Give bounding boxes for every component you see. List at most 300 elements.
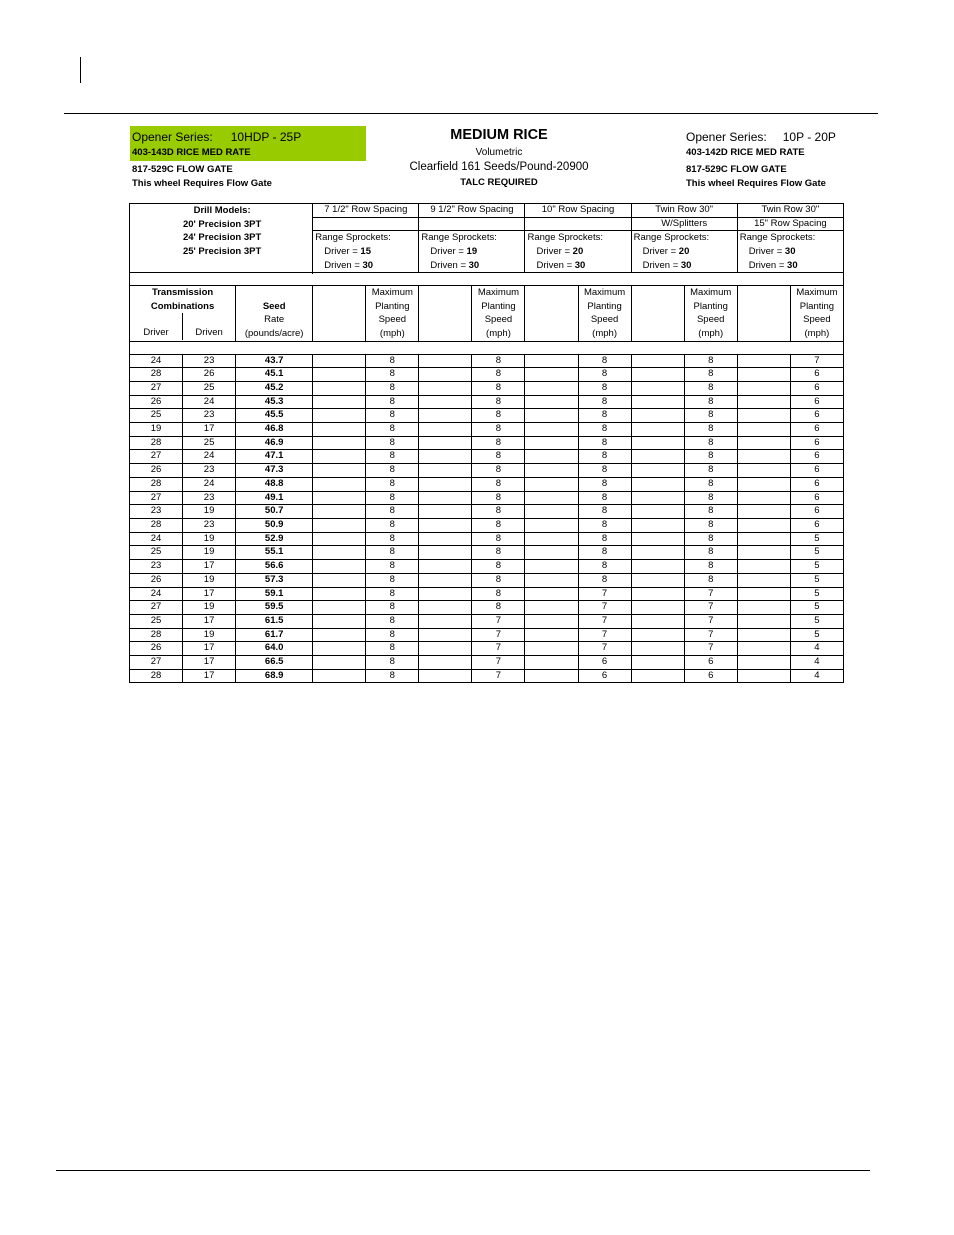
driver-cell: 28 — [130, 628, 183, 642]
driven-cell: 24 — [183, 450, 236, 464]
driven-cell: 26 — [183, 368, 236, 382]
blank-cell — [631, 491, 684, 505]
blank-cell — [737, 477, 790, 491]
blank-cell — [525, 368, 578, 382]
max-speed-cell: 8 — [684, 491, 737, 505]
max-speed-cell: 8 — [684, 560, 737, 574]
max-speed-cell: 8 — [366, 519, 419, 533]
max-speed-header — [472, 286, 525, 341]
table-row — [130, 601, 844, 615]
drill-models-title: Drill Models: — [193, 205, 251, 216]
blank-cell — [313, 477, 366, 491]
max-speed-cell: 6 — [790, 381, 843, 395]
max-speed-header — [366, 286, 419, 341]
table-row — [130, 642, 844, 656]
blank-cell — [737, 532, 790, 546]
table-row — [130, 491, 844, 505]
margin-bar — [80, 57, 81, 83]
opener-label: Opener Series: — [686, 130, 767, 144]
blank-cell — [313, 395, 366, 409]
driven-sprocket: Driven = 30 — [748, 259, 798, 271]
max-speed-cell: 6 — [790, 395, 843, 409]
max-speed-cell: 6 — [578, 669, 631, 683]
blank-cell — [313, 450, 366, 464]
spacing-subheader — [419, 217, 525, 231]
blank-cell — [631, 573, 684, 587]
blank-cell — [737, 614, 790, 628]
driven-cell: 24 — [183, 395, 236, 409]
blank-cell — [631, 464, 684, 478]
driven-cell: 23 — [183, 491, 236, 505]
blank-header-cell — [419, 286, 472, 341]
max-speed-cell: 8 — [366, 669, 419, 683]
driven-cell: 19 — [183, 505, 236, 519]
flow-gate: 817-529C FLOW GATE — [686, 164, 787, 175]
max-speed-cell: 7 — [578, 628, 631, 642]
driven-cell: 17 — [183, 423, 236, 437]
opener-line — [132, 130, 301, 144]
blank-cell — [313, 628, 366, 642]
blank-cell — [631, 409, 684, 423]
driver-cell: 26 — [130, 395, 183, 409]
seed-rate-cell: 59.1 — [236, 587, 313, 601]
max-speed-cell: 8 — [366, 614, 419, 628]
blank-cell — [525, 409, 578, 423]
driven-cell: 19 — [183, 573, 236, 587]
max-speed-cell: 8 — [366, 381, 419, 395]
max-speed-cell: 8 — [472, 491, 525, 505]
blank-cell — [525, 354, 578, 368]
driven-sprocket: Driven = 30 — [536, 259, 586, 271]
max-speed-cell: 8 — [684, 532, 737, 546]
driver-cell: 28 — [130, 368, 183, 382]
max-speed-cell: 8 — [472, 450, 525, 464]
range-sprockets — [525, 231, 631, 273]
max-speed-cell: 6 — [790, 450, 843, 464]
blank-header-cell — [631, 286, 684, 341]
spacing-header: 10" Row Spacing — [525, 204, 631, 218]
speed-l4: (mph) — [592, 327, 617, 339]
blank-cell — [419, 477, 472, 491]
blank-cell — [419, 669, 472, 683]
blank-cell — [313, 546, 366, 560]
table-row — [130, 546, 844, 560]
blank-cell — [631, 587, 684, 601]
blank-cell — [737, 642, 790, 656]
max-speed-cell: 7 — [578, 587, 631, 601]
spacer-row — [130, 273, 844, 286]
spacing-header: Twin Row 30" — [631, 204, 737, 218]
seed-rate-cell: 45.1 — [236, 368, 313, 382]
max-speed-cell: 8 — [472, 354, 525, 368]
units-label: (pounds/acre) — [244, 327, 304, 339]
blank-cell — [313, 656, 366, 670]
seed-rate-cell: 61.7 — [236, 628, 313, 642]
opener-line — [686, 130, 836, 144]
blank-cell — [313, 409, 366, 423]
max-speed-cell: 6 — [684, 656, 737, 670]
table-row — [130, 669, 844, 683]
blank-cell — [525, 669, 578, 683]
seed-rate-cell: 49.1 — [236, 491, 313, 505]
range-sprockets — [419, 231, 525, 273]
max-speed-cell: 7 — [684, 587, 737, 601]
blank-cell — [419, 519, 472, 533]
driver-cell: 27 — [130, 656, 183, 670]
driver-cell: 25 — [130, 409, 183, 423]
max-speed-cell: 8 — [366, 368, 419, 382]
seed-rate-cell: 48.8 — [236, 477, 313, 491]
table-row — [130, 436, 844, 450]
blank-cell — [737, 436, 790, 450]
max-speed-cell: 8 — [578, 354, 631, 368]
max-speed-cell: 4 — [790, 642, 843, 656]
max-speed-cell: 8 — [366, 395, 419, 409]
max-speed-cell: 8 — [472, 546, 525, 560]
blank-cell — [525, 614, 578, 628]
table-row — [130, 464, 844, 478]
blank-cell — [631, 477, 684, 491]
max-speed-cell: 8 — [366, 601, 419, 615]
blank-cell — [631, 642, 684, 656]
max-speed-cell: 8 — [366, 505, 419, 519]
max-speed-cell: 8 — [578, 450, 631, 464]
speed-l1: Maximum — [583, 287, 626, 299]
blank-cell — [737, 560, 790, 574]
max-speed-cell: 8 — [578, 505, 631, 519]
seed-rate-cell: 64.0 — [236, 642, 313, 656]
range-sprockets-label: Range Sprockets: — [633, 232, 710, 244]
max-speed-header — [790, 286, 843, 341]
speed-l2: Planting — [693, 300, 728, 312]
max-speed-cell: 8 — [684, 519, 737, 533]
spacing-header: Twin Row 30" — [737, 204, 843, 218]
driver-cell: 25 — [130, 546, 183, 560]
max-speed-cell: 8 — [578, 546, 631, 560]
opener-label: Opener Series: — [132, 130, 213, 144]
blank-cell — [313, 354, 366, 368]
speed-l3: Speed — [378, 314, 407, 326]
seed-rate-cell: 57.3 — [236, 573, 313, 587]
subtitle: Volumetric — [475, 147, 523, 158]
seed-rate-cell: 52.9 — [236, 532, 313, 546]
table-row — [130, 381, 844, 395]
range-sprockets-label: Range Sprockets: — [315, 232, 391, 244]
blank-cell — [313, 464, 366, 478]
max-speed-cell: 7 — [684, 614, 737, 628]
blank-cell — [419, 395, 472, 409]
blank-cell — [737, 423, 790, 437]
table-row — [130, 423, 844, 437]
max-speed-cell: 8 — [578, 477, 631, 491]
max-speed-cell: 5 — [790, 560, 843, 574]
max-speed-cell: 8 — [366, 477, 419, 491]
driver-cell: 26 — [130, 642, 183, 656]
blank-cell — [737, 395, 790, 409]
max-speed-cell: 8 — [578, 368, 631, 382]
seed-rate-cell: 61.5 — [236, 614, 313, 628]
blank-cell — [631, 546, 684, 560]
max-speed-cell: 8 — [472, 464, 525, 478]
seed-rate-cell: 46.9 — [236, 436, 313, 450]
max-speed-cell: 8 — [684, 477, 737, 491]
blank-cell — [313, 505, 366, 519]
blank-cell — [419, 409, 472, 423]
blank-cell — [737, 628, 790, 642]
rate-label: Rate — [264, 314, 285, 326]
blank-cell — [419, 505, 472, 519]
blank-cell — [419, 436, 472, 450]
blank-cell — [525, 477, 578, 491]
driven-cell: 17 — [183, 669, 236, 683]
seed-rate-cell: 43.7 — [236, 354, 313, 368]
max-speed-cell: 5 — [790, 573, 843, 587]
blank-cell — [525, 532, 578, 546]
max-speed-cell: 7 — [578, 614, 631, 628]
max-speed-cell: 5 — [790, 587, 843, 601]
blank-cell — [737, 491, 790, 505]
blank-cell — [313, 368, 366, 382]
blank-cell — [313, 532, 366, 546]
seed-rate-cell: 66.5 — [236, 656, 313, 670]
max-speed-cell: 8 — [366, 354, 419, 368]
max-speed-cell: 8 — [684, 368, 737, 382]
opener-value: 10P - 20P — [782, 130, 836, 144]
blank-cell — [419, 532, 472, 546]
max-speed-cell: 6 — [578, 656, 631, 670]
driver-cell: 28 — [130, 519, 183, 533]
blank-cell — [525, 519, 578, 533]
blank-cell — [525, 642, 578, 656]
max-speed-cell: 6 — [790, 519, 843, 533]
blank-cell — [737, 381, 790, 395]
driven-cell: 17 — [183, 642, 236, 656]
max-speed-cell: 8 — [366, 656, 419, 670]
table-row — [130, 409, 844, 423]
driver-cell: 28 — [130, 669, 183, 683]
blank-cell — [313, 573, 366, 587]
seed-rate-cell: 47.1 — [236, 450, 313, 464]
speed-l3: Speed — [803, 314, 831, 326]
driven-cell: 19 — [183, 546, 236, 560]
max-speed-header — [578, 286, 631, 341]
max-speed-cell: 8 — [472, 532, 525, 546]
blank-cell — [631, 395, 684, 409]
driver-cell: 24 — [130, 587, 183, 601]
max-speed-cell: 8 — [366, 423, 419, 437]
driver-sprocket: Driver = 30 — [748, 246, 796, 257]
seed-rate-cell: 56.6 — [236, 560, 313, 574]
blank-cell — [525, 381, 578, 395]
blank-cell — [525, 560, 578, 574]
blank-cell — [737, 354, 790, 368]
driven-cell: 17 — [183, 587, 236, 601]
max-speed-cell: 8 — [578, 491, 631, 505]
max-speed-cell: 7 — [684, 601, 737, 615]
table-row — [130, 477, 844, 491]
driven-sprocket: Driven = 30 — [642, 259, 692, 271]
drill-model: 20' Precision 3PT — [182, 218, 262, 230]
speed-l4: (mph) — [379, 327, 405, 339]
blank-cell — [631, 505, 684, 519]
max-speed-cell: 8 — [578, 395, 631, 409]
blank-cell — [313, 491, 366, 505]
max-speed-cell: 8 — [366, 491, 419, 505]
driver-sprocket: Driver = 19 — [430, 246, 478, 257]
opener-series-right — [686, 126, 844, 192]
max-speed-cell: 6 — [684, 669, 737, 683]
seed-rate-cell: 47.3 — [236, 464, 313, 478]
blank-cell — [525, 464, 578, 478]
driver-cell: 26 — [130, 573, 183, 587]
driven-cell: 23 — [183, 519, 236, 533]
blank-cell — [525, 491, 578, 505]
top-rule — [64, 113, 878, 114]
blank-cell — [631, 519, 684, 533]
blank-cell — [419, 354, 472, 368]
max-speed-cell: 7 — [684, 642, 737, 656]
blank-cell — [313, 381, 366, 395]
max-speed-cell: 8 — [578, 464, 631, 478]
table-row — [130, 573, 844, 587]
blank-cell — [737, 519, 790, 533]
max-speed-header — [684, 286, 737, 341]
seeds-line: Clearfield 161 Seeds/Pound-20900 — [409, 161, 589, 173]
driver-cell: 24 — [130, 354, 183, 368]
max-speed-cell: 7 — [472, 656, 525, 670]
blank-cell — [631, 614, 684, 628]
max-speed-cell: 7 — [790, 354, 843, 368]
range-sprockets — [631, 231, 737, 273]
blank-cell — [419, 642, 472, 656]
max-speed-cell: 5 — [790, 628, 843, 642]
drill-model: 25' Precision 3PT — [182, 245, 262, 257]
table-row — [130, 656, 844, 670]
max-speed-cell: 8 — [472, 381, 525, 395]
max-speed-cell: 8 — [684, 436, 737, 450]
spacing-subheader — [313, 217, 419, 231]
max-speed-cell: 8 — [472, 519, 525, 533]
driver-col-header: Driver — [143, 327, 169, 339]
speed-l4: (mph) — [698, 327, 724, 339]
wheel-note: This wheel Requires Flow Gate — [686, 178, 826, 189]
speed-l4: (mph) — [486, 327, 511, 339]
blank-cell — [525, 546, 578, 560]
blank-cell — [737, 464, 790, 478]
seed-rate-cell: 68.9 — [236, 669, 313, 683]
blank-cell — [525, 587, 578, 601]
seed-rate-table — [129, 203, 844, 683]
blank-cell — [631, 354, 684, 368]
max-speed-cell: 7 — [472, 614, 525, 628]
max-speed-cell: 6 — [790, 423, 843, 437]
max-speed-cell: 8 — [684, 381, 737, 395]
spacer-row — [130, 341, 844, 354]
blank-cell — [737, 669, 790, 683]
driven-cell: 17 — [183, 614, 236, 628]
max-speed-cell: 8 — [578, 409, 631, 423]
max-speed-cell: 8 — [472, 436, 525, 450]
blank-cell — [631, 628, 684, 642]
driver-sprocket: Driver = 20 — [642, 246, 690, 257]
max-speed-cell: 8 — [366, 628, 419, 642]
spacing-header: 9 1/2" Row Spacing — [419, 204, 525, 218]
blank-cell — [525, 628, 578, 642]
bottom-rule — [56, 1170, 870, 1171]
table-row — [130, 354, 844, 368]
blank-cell — [631, 423, 684, 437]
max-speed-cell: 8 — [684, 354, 737, 368]
blank-cell — [419, 656, 472, 670]
speed-l3: Speed — [590, 314, 619, 326]
opener-highlight-box — [130, 126, 366, 161]
drill-model: 24' Precision 3PT — [182, 232, 262, 244]
max-speed-cell: 8 — [472, 573, 525, 587]
driver-cell: 27 — [130, 491, 183, 505]
blank-cell — [631, 532, 684, 546]
seed-label: Seed — [262, 300, 286, 312]
table-row — [130, 532, 844, 546]
talc-note: TALC REQUIRED — [460, 177, 538, 188]
max-speed-cell: 8 — [578, 423, 631, 437]
blank-cell — [525, 423, 578, 437]
max-speed-cell: 5 — [790, 601, 843, 615]
max-speed-cell: 8 — [366, 450, 419, 464]
drill-models — [130, 204, 313, 273]
blank-cell — [631, 601, 684, 615]
max-speed-cell: 8 — [684, 464, 737, 478]
blank-cell — [313, 423, 366, 437]
driver-cell: 27 — [130, 450, 183, 464]
max-speed-cell: 4 — [790, 656, 843, 670]
max-speed-cell: 7 — [684, 628, 737, 642]
max-speed-cell: 8 — [366, 436, 419, 450]
blank-cell — [631, 669, 684, 683]
blank-cell — [419, 381, 472, 395]
max-speed-cell: 7 — [472, 642, 525, 656]
blank-cell — [313, 669, 366, 683]
range-sprockets-label: Range Sprockets: — [527, 232, 603, 244]
blank-cell — [525, 656, 578, 670]
page-title: MEDIUM RICE — [450, 127, 548, 143]
max-speed-cell: 5 — [790, 546, 843, 560]
seed-rate-cell: 55.1 — [236, 546, 313, 560]
driver-cell: 28 — [130, 477, 183, 491]
blank-cell — [737, 587, 790, 601]
blank-header-cell — [737, 286, 790, 341]
driven-cell: 19 — [183, 601, 236, 615]
table-row — [130, 628, 844, 642]
max-speed-cell: 8 — [578, 381, 631, 395]
max-speed-cell: 8 — [472, 601, 525, 615]
driver-cell: 24 — [130, 532, 183, 546]
driven-cell: 24 — [183, 477, 236, 491]
max-speed-cell: 8 — [472, 560, 525, 574]
driven-cell: 17 — [183, 656, 236, 670]
transmission-label: Transmission — [151, 287, 214, 299]
table-row — [130, 560, 844, 574]
table-row — [130, 519, 844, 533]
driven-cell: 17 — [183, 560, 236, 574]
blank-cell — [313, 642, 366, 656]
blank-cell — [313, 560, 366, 574]
speed-l1: Maximum — [477, 287, 520, 299]
table-row — [130, 614, 844, 628]
spacing-header: 7 1/2" Row Spacing — [313, 204, 419, 218]
driven-sprocket: Driven = 30 — [430, 259, 480, 271]
speed-l1: Maximum — [690, 287, 732, 299]
max-speed-cell: 8 — [366, 587, 419, 601]
